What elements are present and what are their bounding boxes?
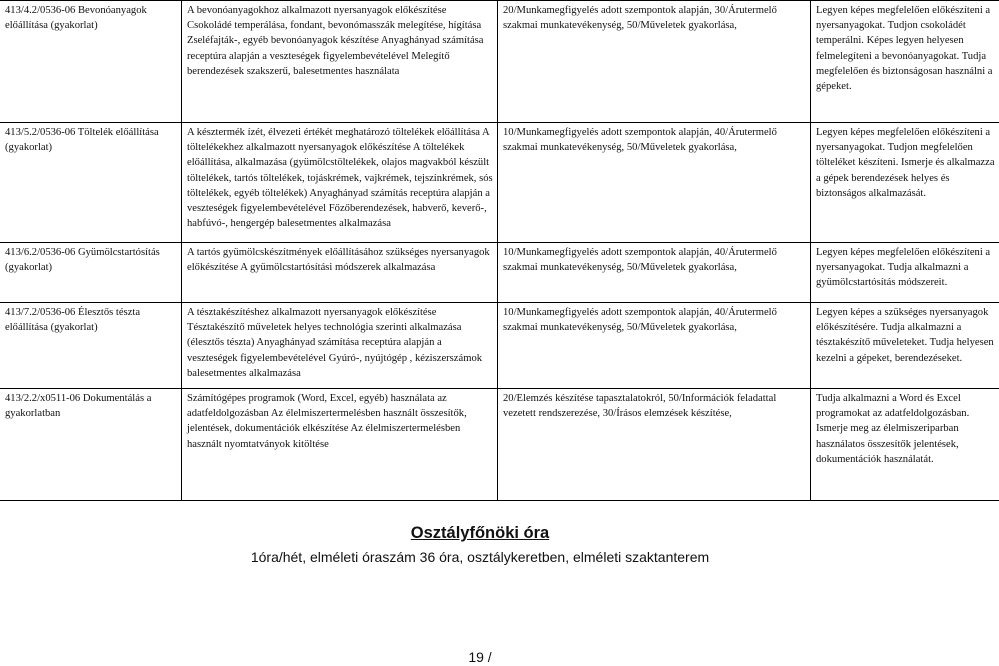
module-code: 413/6.2/0536-06 Gyümölcstartósítás (gyakorlat): [0, 243, 182, 303]
section-heading: Osztályfőnöki óra: [410, 524, 550, 542]
module-outcomes: Legyen képes megfelelően előkészíteni a nyersanyagokat. Tudja alkalmazni a gyümölcstartósítás módszereit.: [811, 243, 999, 303]
module-outcomes: Legyen képes megfelelően előkészíteni a nyersanyagokat. Tudjon megfelelően tölteléket készíteni. Ismerje és alkalmazza a gépek berendezések helyes és biztonságos alkalmazását.: [811, 123, 999, 243]
module-outcomes: Tudja alkalmazni a Word és Excel programokat az adatfeldolgozásban. Ismerje meg az élelmiszeriparban használatos összesítők jelentések, dokumentációk használatát.: [811, 389, 999, 501]
module-tasks: 20/Munkamegfigyelés adott szempontok alapján, 30/Árutermelő szakmai munkatevékenység, 50/Műveletek gyakorlása,: [498, 1, 811, 123]
module-content: Számítógépes programok (Word, Excel, egyéb) használata az adatfeldolgozásban Az élelmiszertermelésben használt összesítők, jelentések, dokumentációk elkészítése Az élelmiszertermelésben használt nyomtatványok kitöltése: [182, 389, 498, 501]
section-subline: 1óra/hét, elméleti óraszám 36 óra, osztálykeretben, elméleti szaktanterem: [250, 549, 710, 565]
module-tasks: 10/Munkamegfigyelés adott szempontok alapján, 40/Árutermelő szakmai munkatevékenység, 50/Műveletek gyakorlása,: [498, 243, 811, 303]
page-number: 19 /: [468, 649, 492, 665]
module-code: 413/4.2/0536-06 Bevonóanyagok előállítása (gyakorlat): [0, 1, 182, 123]
module-tasks: 20/Elemzés készítése tapasztalatokról, 50/Információk feladattal vezetett rendszerezése, 30/Írásos elemzések készítése,: [498, 389, 811, 501]
module-code: 413/7.2/0536-06 Élesztős tészta előállítása (gyakorlat): [0, 303, 182, 389]
table-row: [0, 1, 999, 123]
module-tasks: 10/Munkamegfigyelés adott szempontok alapján, 40/Árutermelő szakmai munkatevékenység, 50/Műveletek gyakorlása,: [498, 123, 811, 243]
module-code: 413/5.2/0536-06 Töltelék előállítása (gyakorlat): [0, 123, 182, 243]
module-content: A tartós gyümölcskészítmények előállításához szükséges nyersanyagok előkészítése A gyümölcstartósítási módszerek alkalmazása: [182, 243, 498, 303]
module-content: A bevonóanyagokhoz alkalmazott nyersanyagok előkészítése Csokoládé temperálása, fondant, bevonómasszák melegítése, hígítása Zseléfajták-, egyéb bevonóanyagok készítése Anyaghányad számítása receptúra alapján a veszteségek figyelembevételével Melegítő berendezések szakszerű, balesetmentes használata: [182, 1, 498, 123]
table-row: [0, 243, 999, 303]
table-row: [0, 389, 999, 501]
module-code: 413/2.2/x0511-06 Dokumentálás a gyakorlatban: [0, 389, 182, 501]
module-tasks: 10/Munkamegfigyelés adott szempontok alapján, 40/Árutermelő szakmai munkatevékenység, 50/Műveletek gyakorlása,: [498, 303, 811, 389]
table-row: [0, 123, 999, 243]
table-row: [0, 303, 999, 389]
module-outcomes: Legyen képes megfelelően előkészíteni a nyersanyagokat. Tudjon csokoládét temperálni. Képes legyen helyesen felmelegíteni a bevonóanyagokat. Tudja megfelelően és biztonságosan használni a gépeket.: [811, 1, 999, 123]
module-content: A késztermék ízét, élvezeti értékét meghatározó töltelékek előállítása A töltelékekhez alkalmazott nyersanyagok előkészítése A töltelékek előállítása, alkalmazása (gyümölcstöltelékek, olajos magvakból készült töltelékek, tartós töltelékek, tojáskrémek, vajkrémek, tejszínkrémek, sós töltelékek, egyéb töltelékek) Anyaghányad számítás receptúra alapján a veszteségek figyelembevételével Főzőberendezések, habverő, keverő-, habfúvó-, hengergép balesetmentes alkalmazása: [182, 123, 498, 243]
module-outcomes: Legyen képes a szükséges nyersanyagok előkészítésére. Tudja alkalmazni a tésztakészítő műveleteket. Tudja helyesen kezelni a gépeket, berendezéseket.: [811, 303, 999, 389]
module-content: A tésztakészítéshez alkalmazott nyersanyagok előkészítése Tésztakészítő műveletek helyes technológia szerinti alkalmazása (élesztős tészta) Anyaghányad számítása receptúra alapján a veszteségek figyelembevételével Gyúró-, nyújtógép , kéziszerszámok balesetmentes alkalmazása: [182, 303, 498, 389]
